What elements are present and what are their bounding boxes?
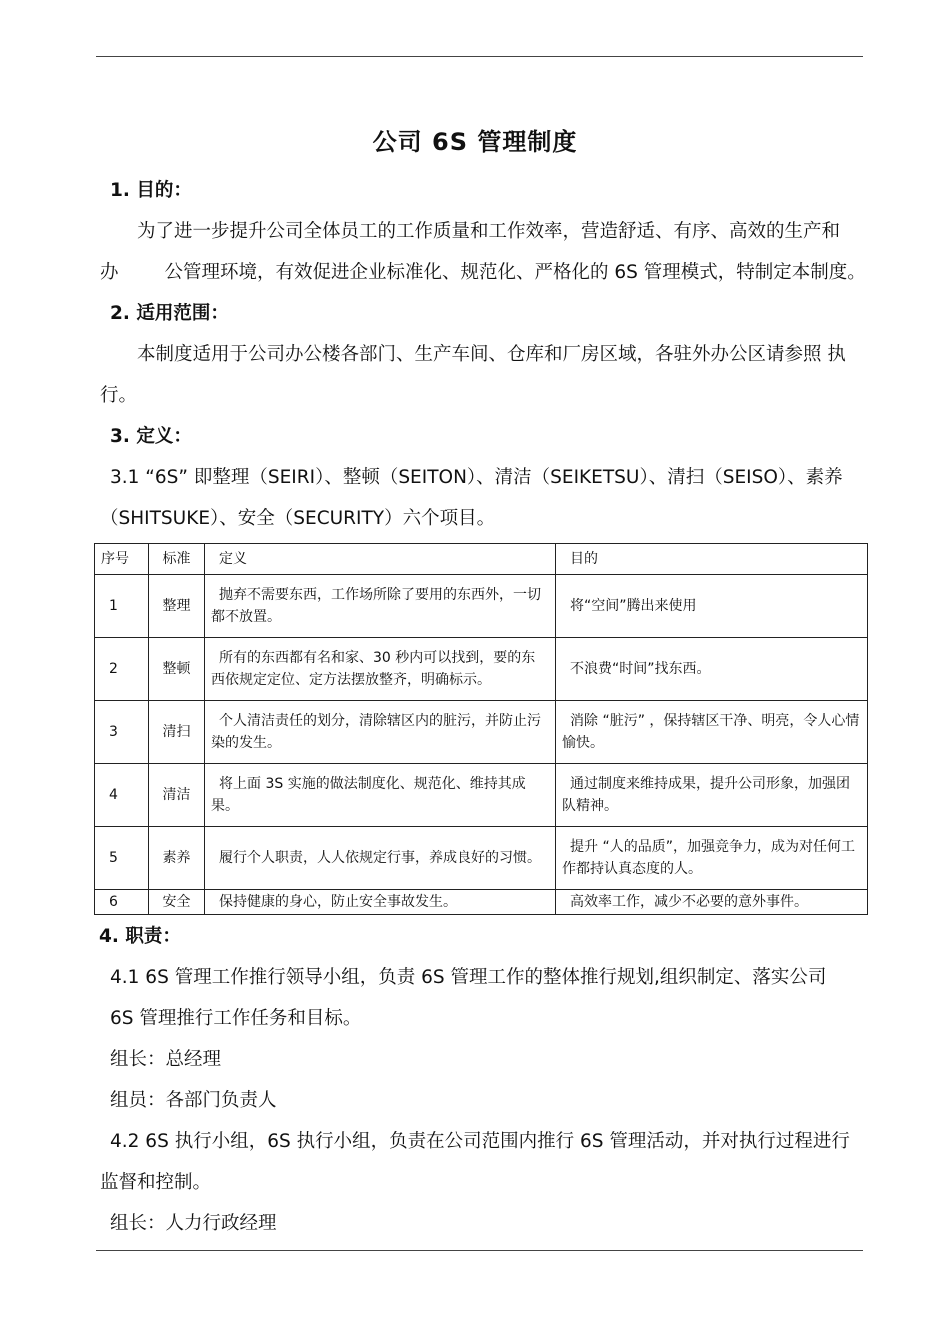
- table-row: [95, 890, 868, 915]
- section-4-heading: 4. 职责：: [99, 926, 181, 947]
- table-cell-purpose: 高效率工作，减少不必要的意外事件。: [556, 890, 868, 915]
- table-cell-number: 2: [95, 638, 149, 701]
- section-1-text-line-2b: 公管理环境，有效促进企业标准化、规范化、严格化的 6S 管理模式，特制定本制度。: [164, 262, 866, 283]
- section-1-text-line-1: 为了进一步提升公司全体员工的工作质量和工作效率，营造舒适、有序、高效的生产和: [137, 221, 841, 242]
- section-1-text-line-2: [100, 258, 866, 284]
- table-row: [95, 827, 868, 890]
- definition-table: [94, 543, 868, 915]
- table-cell-number: 6: [95, 890, 149, 915]
- section-2-text-line-1: 本制度适用于公司办公楼各部门、生产车间、仓库和厂房区域，各驻外办公区请参照 执: [137, 344, 846, 365]
- table-cell-purpose: 提升 “人的品质”，加强竞争力，成为对任何工作都持认真态度的人。: [556, 827, 868, 890]
- table-cell-standard: 清扫: [149, 701, 205, 764]
- table-row: [95, 638, 868, 701]
- section-2-heading: 2. 适用范围：: [110, 303, 229, 324]
- table-row: [95, 764, 868, 827]
- table-header-cell: 序号: [95, 544, 149, 575]
- table-cell-definition: 将上面 3S 实施的做法制度化、规范化、维持其成果。: [205, 764, 556, 827]
- leader-line-2: 组长：人力行政经理: [110, 1213, 277, 1234]
- table-cell-definition: 保持健康的身心，防止安全事故发生。: [205, 890, 556, 915]
- table-cell-purpose: 消除 “脏污” ，保持辖区干净、明亮，令人心情愉快。: [556, 701, 868, 764]
- table-row: [95, 575, 868, 638]
- table-cell-standard: 素养: [149, 827, 205, 890]
- table-cell-number: 4: [95, 764, 149, 827]
- table-header-cell: 定义: [205, 544, 556, 575]
- table-cell-definition: 履行个人职责，人人依规定行事，养成良好的习惯。: [205, 827, 556, 890]
- table-row: [95, 701, 868, 764]
- table-cell-number: 5: [95, 827, 149, 890]
- table-header-row: [95, 544, 868, 575]
- table-cell-number: 1: [95, 575, 149, 638]
- table-cell-definition: 抛弃不需要东西，工作场所除了要用的东西外，一切都不放置。: [205, 575, 556, 638]
- header-rule: [96, 56, 863, 57]
- section-1-text-line-2a: 办: [100, 262, 119, 283]
- section-4-2-line-1: 4.2 6S 执行小组，6S 执行小组，负责在公司范围内推行 6S 管理活动，并对执行过程进行: [110, 1131, 850, 1152]
- table-cell-purpose: 通过制度来维持成果，提升公司形象，加强团队精神。: [556, 764, 868, 827]
- leader-line-1: 组长：总经理: [110, 1049, 222, 1070]
- section-2-text-line-2: 行。: [100, 385, 138, 406]
- section-4-1-line-2: 6S 管理推行工作任务和目标。: [110, 1008, 362, 1029]
- section-1-heading: 1. 目的：: [110, 180, 192, 201]
- member-line-1: 组员：各部门负责人: [110, 1090, 277, 1111]
- table-cell-standard: 整顿: [149, 638, 205, 701]
- footer-rule: [96, 1250, 863, 1251]
- table-cell-definition: 所有的东西都有名和家、30 秒内可以找到，要的东西依规定定位、定方法摆放整齐，明确标示。: [205, 638, 556, 701]
- table-cell-standard: 整理: [149, 575, 205, 638]
- section-4-1-line-1: 4.1 6S 管理工作推行领导小组，负责 6S 管理工作的整体推行规划,组织制定、落实公司: [110, 967, 827, 988]
- table-cell-standard: 清洁: [149, 764, 205, 827]
- section-4-2-line-2: 监督和控制。: [100, 1172, 212, 1193]
- section-3-text-line-2: （SHITSUKE）、安全（SECURITY）六个项目。: [100, 508, 496, 529]
- table-cell-number: 3: [95, 701, 149, 764]
- table-header-cell: 标准: [149, 544, 205, 575]
- table-header-cell: 目的: [556, 544, 868, 575]
- table-cell-definition: 个人清洁责任的划分，清除辖区内的脏污，并防止污染的发生。: [205, 701, 556, 764]
- table-cell-purpose: 不浪费“时间”找东西。: [556, 638, 868, 701]
- table-cell-purpose: 将“空间”腾出来使用: [556, 575, 868, 638]
- section-3-text-line-1: 3.1 “6S” 即整理（SEIRI）、整顿（SEITON）、清洁（SEIKETSU）、清扫（SEISO）、素养: [110, 467, 843, 488]
- document-title: 公司 6S 管理制度: [372, 128, 578, 156]
- table-cell-standard: 安全: [149, 890, 205, 915]
- section-3-heading: 3. 定义：: [110, 426, 192, 447]
